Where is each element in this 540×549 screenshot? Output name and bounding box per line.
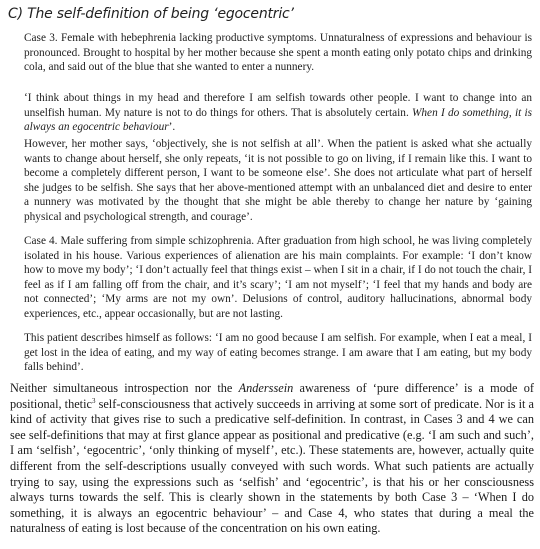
case3-quote-emphasis: When I do something, it is always an egocentric behaviour	[24, 106, 532, 133]
case3-quote-text: ‘I think about things in my head and therefore I am selfish towards other people. I want to change into an unselfish human. My nature is not to do things for others. That is absolutely certain.	[24, 92, 532, 119]
body-text-part2: awareness of ‘pure difference’ is a mode of positional, thetic	[10, 381, 534, 411]
section-heading: C) The self-definition of being ‘egocentric’	[8, 6, 294, 22]
case4-intro-paragraph: Case 4. Male suffering from simple schizophrenia. After graduation from high school, he was living completely isolated in his house. Various experiences of alienation are his main complaints. For example: ‘I don’t know how to move my body’; ‘I don’t actually feel that things exist – when I sit in a chair, if I do not touch the chair, I feel as if I am falling off from the chair, and it’s scary’; ‘I am not myself’; ‘I feel that my hands and body are not connected’; ‘My arms are not my own’. Delusions of control, auditory hallucinations, abnormal body experiences, etc., appear occasionally, but are not lasting.	[24, 235, 532, 320]
case3-quote-paragraph	[24, 91, 532, 135]
case3-intro-paragraph: Case 3. Female with hebephrenia lacking productive symptoms. Unnaturalness of expressions and behaviour is pronounced. Brought to hospital by her mother because she spent a month eating only potato chips and drinking cola, and said out of the blue that she wanted to enter a nunnery.	[24, 32, 532, 73]
case3-mother-paragraph: However, her mother says, ‘objectively, she is not selfish at all’. When the patient is asked what she actually wants to change about herself, she only repeats, ‘it is not possible to go on living, if I remain like this. I want to become a completely different person, I want to be someone else’. She does not articulate what part of herself she judges to be selfish. She says that her above-mentioned attempt with an unbalanced diet and desire to enter a nunnery was motivated by the thought that she might be able thereby to change her nature by ‘gaining physical and psychological strength, and courage’.	[24, 138, 532, 223]
body-text-part1: Neither simultaneous introspection nor the	[10, 381, 239, 395]
main-body-paragraph	[10, 381, 534, 537]
case4-self-paragraph: This patient describes himself as follows: ‘I am no good because I am selfish. For example, when I eat a meal, I get lost in the idea of eating, and my way of eating becomes strange. I am aware that I am eating, but my body falls behind’.	[24, 332, 532, 373]
anderssein-term: Anderssein	[238, 381, 294, 395]
body-text-part3: self-consciousness that actively succeeds in arriving at some sort of predicate. Nor is it a kind of activity that gives rise to such a predicative self-definition. In contrast, in Cases 3 and 4 we can see self-definitions that may at first glance appear as positional and predicative (e.g. ‘I am such and such’, I am ‘selfish’, ‘egocentric’, ‘only thinking of myself’, etc.). These statements are, however, actually quite different from the self-descriptions usually conveyed with such words. What such patients are actually trying to say, using the expressions such as ‘selfish’ and ‘egocentric’, is that his or her consciousness always turns towards the self. This is clearly shown in the statements by both Case 3 – ‘When I do something, it is always an egocentric behaviour’ – and Case 4, who states that during a meal the naturalness of eating is lost because of the concentration on his own eating.	[10, 396, 534, 536]
footnote-marker[interactable]: 3	[91, 396, 96, 405]
case3-quote-end: ’.	[168, 121, 176, 133]
